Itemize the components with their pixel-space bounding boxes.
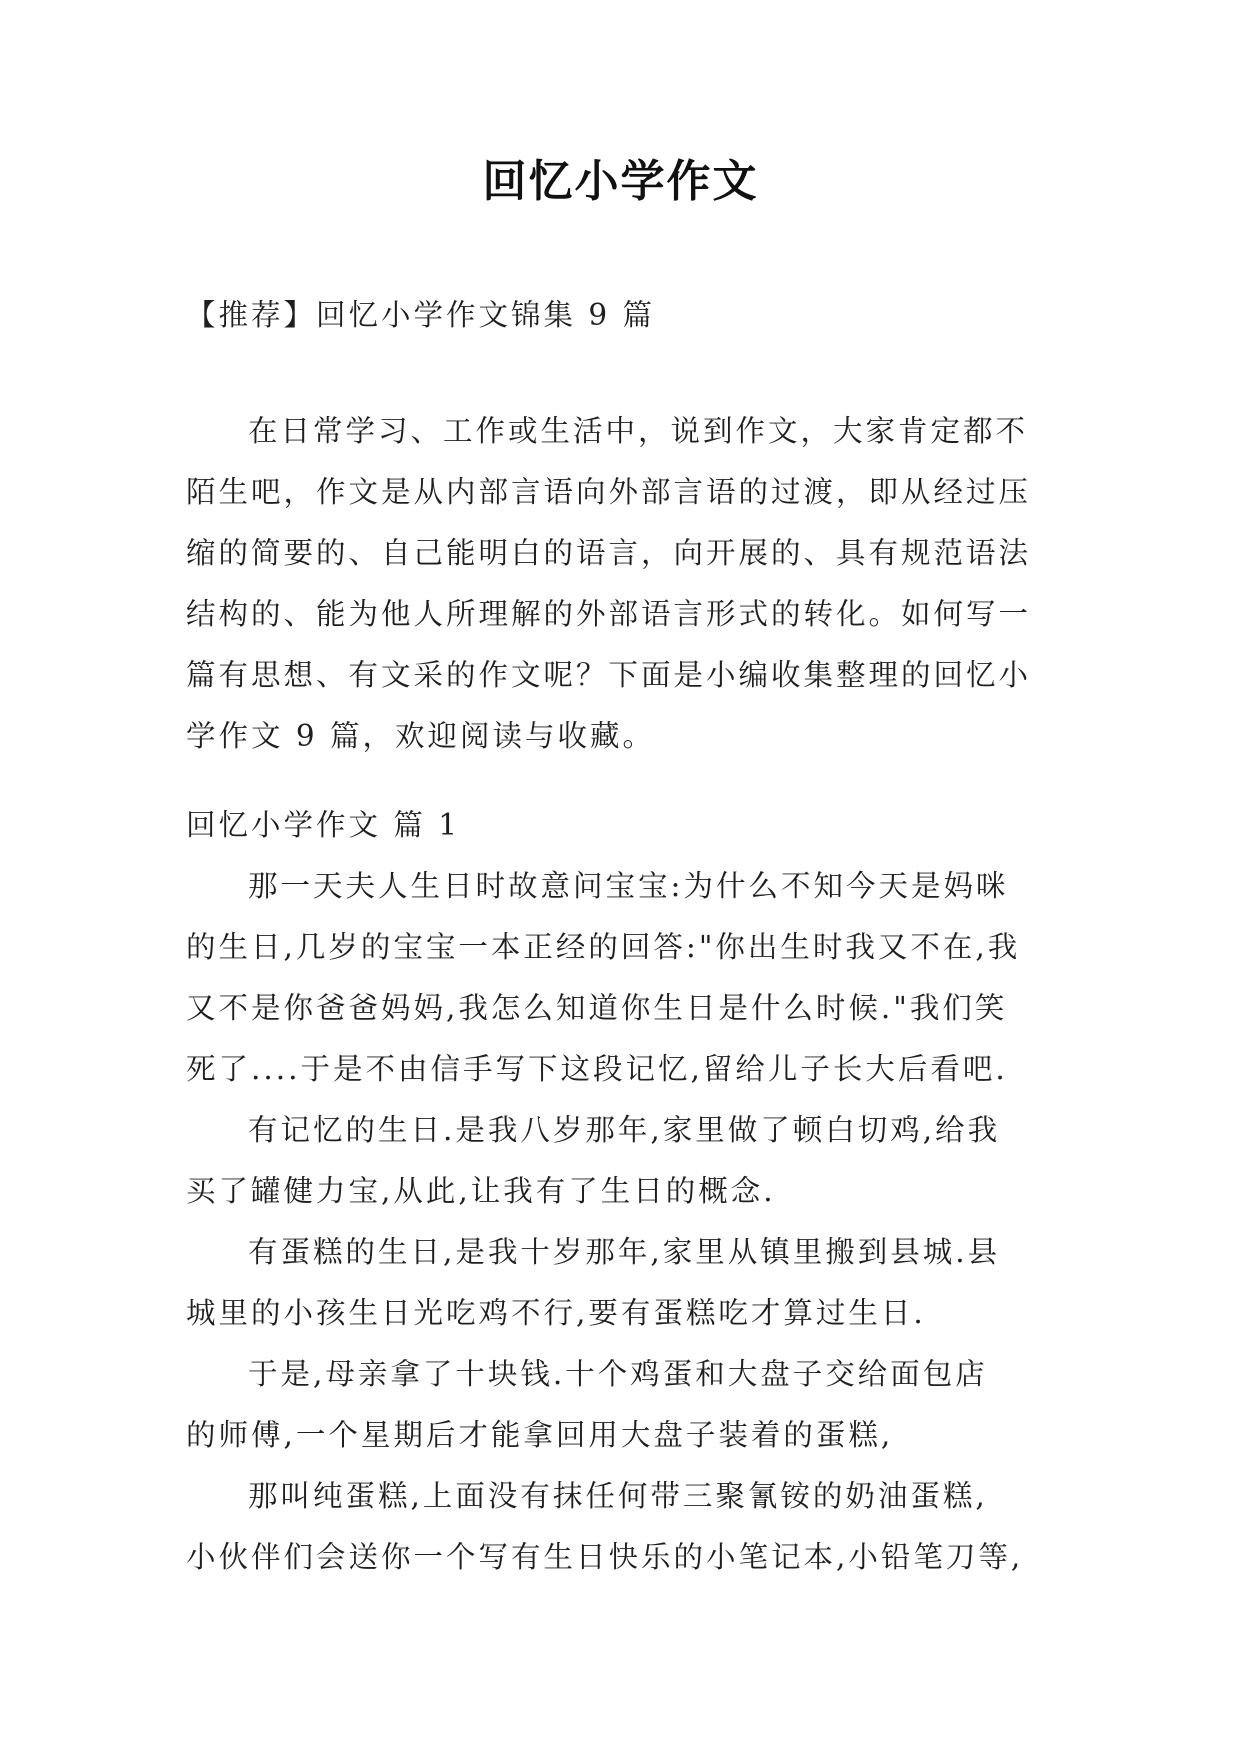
section-heading: 回忆小学作文 篇 1 bbox=[186, 808, 461, 842]
section-body bbox=[186, 856, 1056, 1588]
intro-line: 结构的、能为他人所理解的外部语言形式的转化。如何写一 bbox=[186, 597, 1032, 631]
section-line: 小伙伴们会送你一个写有生日快乐的小笔记本,小铅笔刀等, bbox=[186, 1540, 1024, 1574]
intro-line: 篇有思想、有文采的作文呢？下面是小编收集整理的回忆小 bbox=[186, 658, 1032, 692]
section-line: 的师傅,一个星期后才能拿回用大盘子装着的蛋糕, bbox=[186, 1418, 894, 1452]
section-line: 于是,母亲拿了十块钱.十个鸡蛋和大盘子交给面包店 bbox=[248, 1357, 988, 1391]
section-line: 那一天夫人生日时故意问宝宝:为什么不知今天是妈咪 bbox=[248, 869, 1009, 903]
section-line: 有蛋糕的生日,是我十岁那年,家里从镇里搬到县城.县 bbox=[248, 1235, 1001, 1269]
section-line: 的生日,几岁的宝宝一本正经的回答:"你出生时我又不在,我 bbox=[186, 930, 1021, 964]
document-subtitle: 【推荐】回忆小学作文锦集 9 篇 bbox=[186, 298, 656, 332]
intro-line: 缩的简要的、自己能明白的语言，向开展的、具有规范语法 bbox=[186, 536, 1032, 570]
document-title: 回忆小学作文 bbox=[482, 156, 759, 207]
section-line: 那叫纯蛋糕,上面没有抹任何带三聚氰铵的奶油蛋糕, bbox=[248, 1479, 988, 1513]
intro-line: 陌生吧，作文是从内部言语向外部言语的过渡，即从经过压 bbox=[186, 475, 1032, 509]
intro-paragraph bbox=[186, 401, 1056, 767]
intro-line: 学作文 9 篇，欢迎阅读与收藏。 bbox=[186, 719, 656, 753]
section-line: 又不是你爸爸妈妈,我怎么知道你生日是什么时候."我们笑 bbox=[186, 991, 1008, 1025]
section-line: 死了....于是不由信手写下这段记忆,留给儿子长大后看吧. bbox=[186, 1052, 1008, 1086]
section-line: 城里的小孩生日光吃鸡不行,要有蛋糕吃才算过生日. bbox=[186, 1296, 926, 1330]
intro-line: 在日常学习、工作或生活中，说到作文，大家肯定都不 bbox=[248, 414, 1029, 448]
section-line: 买了罐健力宝,从此,让我有了生日的概念. bbox=[186, 1174, 776, 1208]
section-line: 有记忆的生日.是我八岁那年,家里做了顿白切鸡,给我 bbox=[248, 1113, 1001, 1147]
